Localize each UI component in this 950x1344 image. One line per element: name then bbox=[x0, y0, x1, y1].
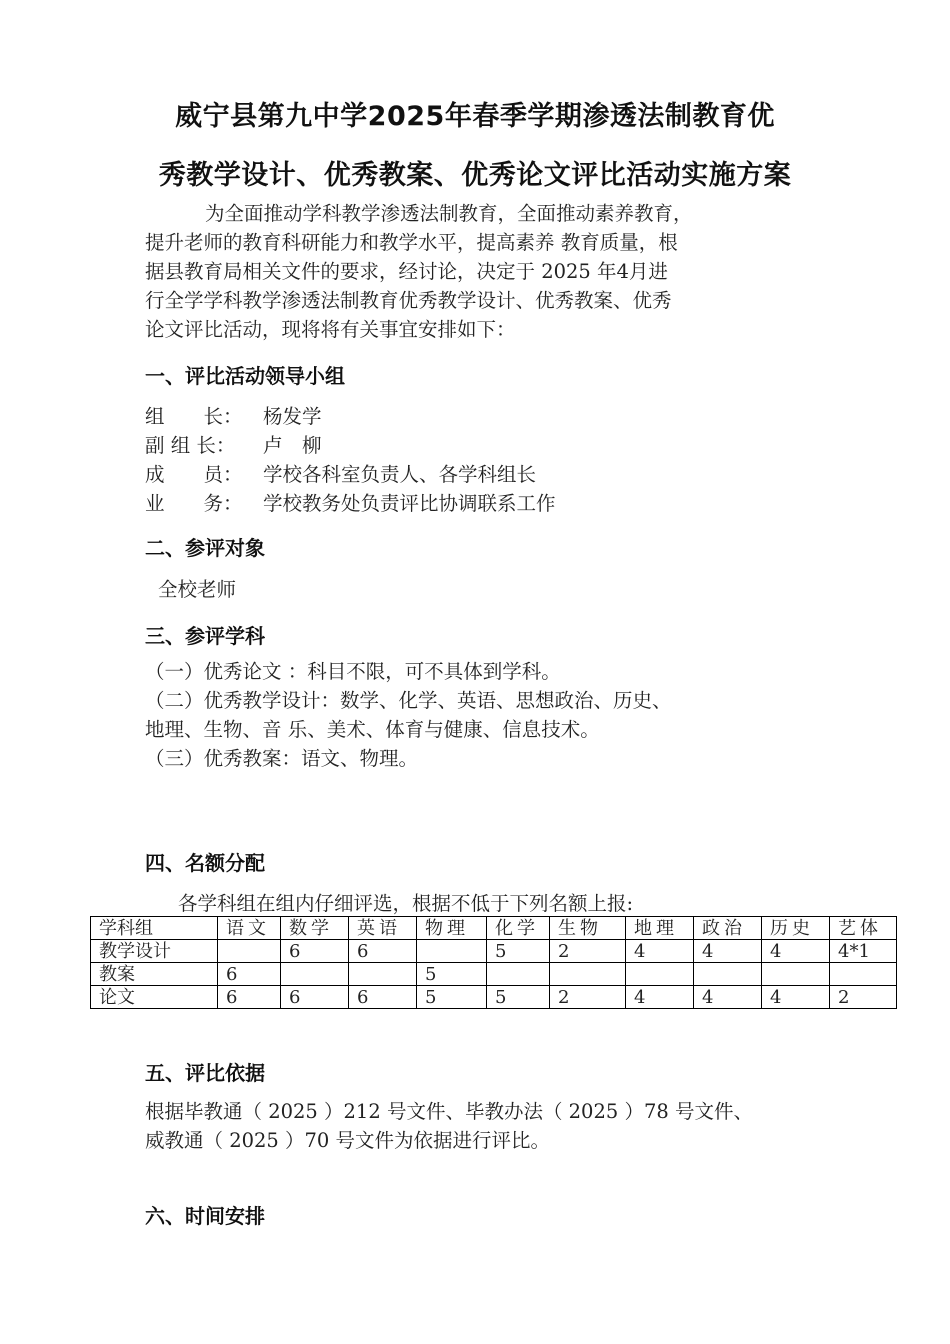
table-cell: 5 bbox=[487, 986, 550, 1009]
table-header-cell: 英语 bbox=[349, 917, 417, 940]
table-header-cell: 数学 bbox=[281, 917, 349, 940]
table-cell bbox=[281, 963, 349, 986]
table-cell: 4 bbox=[626, 986, 694, 1009]
table-cell bbox=[694, 963, 762, 986]
table-header-cell: 生物 bbox=[550, 917, 626, 940]
member-row bbox=[145, 430, 322, 458]
member-value: 学校各科室负责人、各学科组长 bbox=[263, 463, 537, 486]
quota-table bbox=[90, 916, 897, 1009]
table-header-cell: 化学 bbox=[487, 917, 550, 940]
table-cell: 5 bbox=[417, 963, 487, 986]
member-row bbox=[145, 401, 322, 429]
member-value: 卢 柳 bbox=[263, 434, 322, 457]
table-header-cell: 学科组 bbox=[91, 917, 218, 940]
table-cell bbox=[762, 963, 830, 986]
section5-heading: 五、评比依据 bbox=[145, 1061, 265, 1085]
participants-text: 全校老师 bbox=[158, 578, 237, 601]
table-cell: 2 bbox=[830, 986, 897, 1009]
member-value: 学校教务处负责评比协调联系工作 bbox=[263, 492, 556, 515]
table-cell: 4*1 bbox=[830, 940, 897, 963]
subject-line: （一）优秀论文 ：科目不限，可不具体到学科。 bbox=[145, 660, 561, 683]
basis-line: 根据毕教通（ 2025 ）212 号文件、毕教办法（ 2025 ）78 号文件、 bbox=[145, 1100, 753, 1123]
section2-heading: 二、参评对象 bbox=[145, 536, 265, 560]
table-header-cell: 语文 bbox=[218, 917, 281, 940]
subject-line: 地理、生物、音 乐、美术、体育与健康、信息技术。 bbox=[145, 718, 600, 741]
table-row-label: 教案 bbox=[91, 963, 218, 986]
table-cell: 4 bbox=[762, 986, 830, 1009]
intro-line: 为全面推动学科教学渗透法制教育，全面推动素养教育， bbox=[205, 202, 693, 225]
table-cell bbox=[830, 963, 897, 986]
table-row bbox=[91, 963, 897, 986]
table-header-cell: 历史 bbox=[762, 917, 830, 940]
doc-title-line1: 威宁县第九中学2025年春季学期渗透法制教育优 bbox=[175, 101, 775, 132]
table-cell: 2 bbox=[550, 986, 626, 1009]
basis-line: 威教通（ 2025 ）70 号文件为依据进行评比。 bbox=[145, 1129, 551, 1152]
subject-line: （二）优秀教学设计：数学、化学、英语、思想政治、历史、 bbox=[145, 689, 672, 712]
table-cell bbox=[487, 963, 550, 986]
table-cell: 5 bbox=[417, 986, 487, 1009]
table-header-row bbox=[91, 917, 897, 940]
table-row-label: 教学设计 bbox=[91, 940, 218, 963]
table-cell: 6 bbox=[281, 986, 349, 1009]
table-cell bbox=[349, 963, 417, 986]
section1-heading: 一、评比活动领导小组 bbox=[145, 364, 345, 388]
table-header-cell: 政治 bbox=[694, 917, 762, 940]
table-cell: 4 bbox=[626, 940, 694, 963]
table-cell bbox=[218, 940, 281, 963]
intro-line: 行全学学科教学渗透法制教育优秀教学设计、优秀教案、优秀 bbox=[145, 289, 672, 312]
table-cell: 2 bbox=[550, 940, 626, 963]
quota-intro: 各学科组在组内仔细评选，根据不低于下列名额上报: bbox=[178, 892, 634, 915]
table-cell: 4 bbox=[694, 986, 762, 1009]
intro-line: 据县教育局相关文件的要求，经讨论，决定于 2025 年4月进 bbox=[145, 260, 668, 283]
table-header-cell: 艺体 bbox=[830, 917, 897, 940]
basis-text bbox=[145, 1097, 845, 1155]
table-cell: 4 bbox=[762, 940, 830, 963]
table-cell bbox=[417, 940, 487, 963]
section4-heading: 四、名额分配 bbox=[145, 851, 265, 875]
table-row-label: 论文 bbox=[91, 986, 218, 1009]
table-cell: 4 bbox=[694, 940, 762, 963]
table-row bbox=[91, 986, 897, 1009]
table-cell: 6 bbox=[281, 940, 349, 963]
member-label: 业 务： bbox=[145, 492, 243, 515]
intro-line: 提升老师的教育科研能力和教学水平，提高素养 教育质量，根 bbox=[145, 231, 678, 254]
table-cell: 5 bbox=[487, 940, 550, 963]
doc-title-line2: 秀教学设计、优秀教案、优秀论文评比活动实施方案 bbox=[158, 160, 792, 191]
member-row bbox=[145, 459, 536, 487]
table-header-cell: 物理 bbox=[417, 917, 487, 940]
member-value: 杨发学 bbox=[263, 405, 322, 428]
table-header-cell: 地理 bbox=[626, 917, 694, 940]
table-cell: 6 bbox=[349, 986, 417, 1009]
table-row bbox=[91, 940, 897, 963]
intro-line: 论文评比活动，现将将有关事宜安排如下： bbox=[145, 318, 516, 341]
table-cell bbox=[626, 963, 694, 986]
intro-paragraph bbox=[145, 199, 815, 344]
table-cell bbox=[550, 963, 626, 986]
table-cell: 6 bbox=[218, 963, 281, 986]
table-cell: 6 bbox=[349, 940, 417, 963]
subject-line: （三）优秀教案：语文、物理。 bbox=[145, 747, 419, 770]
section3-heading: 三、参评学科 bbox=[145, 624, 265, 648]
section6-heading: 六、时间安排 bbox=[145, 1204, 265, 1228]
member-label: 副 组 长： bbox=[145, 434, 236, 457]
member-label: 组 长： bbox=[145, 405, 243, 428]
member-row bbox=[145, 488, 556, 516]
subjects-list bbox=[145, 657, 815, 773]
member-label: 成 员： bbox=[145, 463, 243, 486]
table-cell: 6 bbox=[218, 986, 281, 1009]
